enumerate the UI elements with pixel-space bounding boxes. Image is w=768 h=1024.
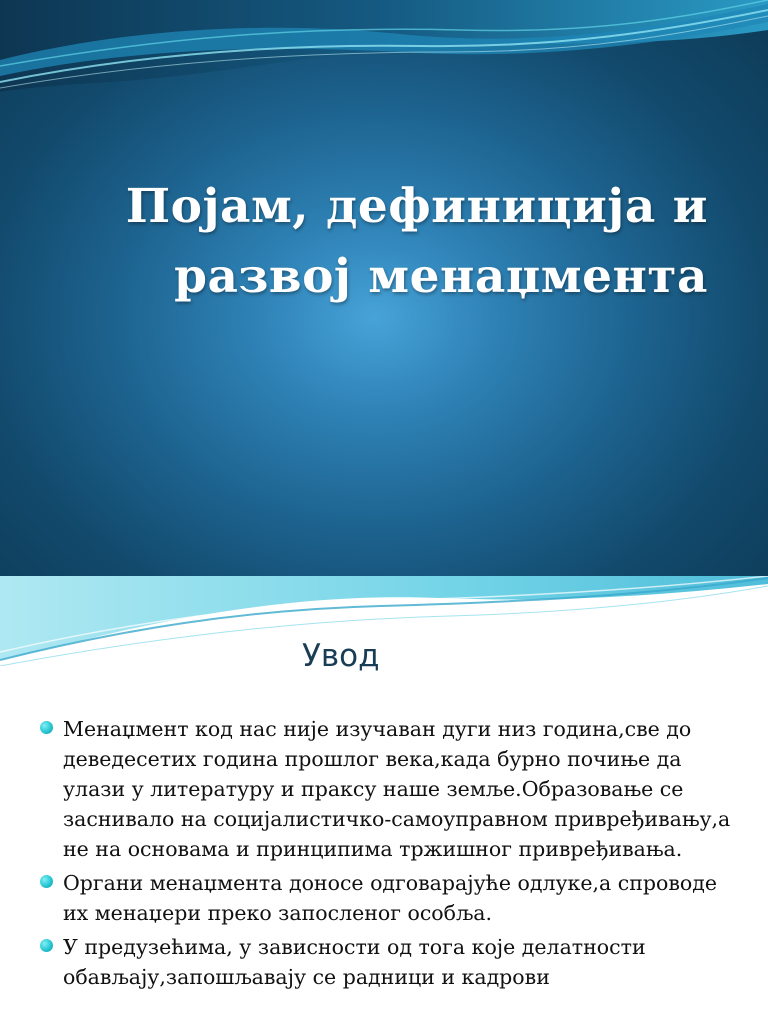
bullet-text: Органи менаџмента доносе одговарајуће одлуке,а спроводе их менаџери преко запосленог особља. <box>63 871 717 925</box>
bullet-text: Менаџмент код нас није изучаван дуги низ година,све до деведесетих година прошлог века,када бурно почиње да улази у литературу и праксу наше земље.Образовање се заснивало на социјалистичко-самоуправном привређивању,а не на основама и принципима тржишног привређивања. <box>63 717 731 861</box>
slide-title: Појам, дефиниција и развој менаџмента <box>125 179 708 304</box>
slide-heading: Увод <box>302 638 380 674</box>
bullet-text: У предузећима, у зависности од тога које делатности обављају,запошљавају се радници и кадрови <box>63 935 646 989</box>
bullet-dot-icon <box>40 939 53 952</box>
top-wave-decoration <box>0 0 768 100</box>
list-item <box>40 714 740 864</box>
list-item <box>40 932 740 992</box>
bullet-list <box>40 714 740 996</box>
bullet-dot-icon <box>40 721 53 734</box>
bullet-dot-icon <box>40 875 53 888</box>
list-item <box>40 868 740 928</box>
top-wave-decoration <box>0 576 768 666</box>
content-slide <box>0 576 768 1024</box>
